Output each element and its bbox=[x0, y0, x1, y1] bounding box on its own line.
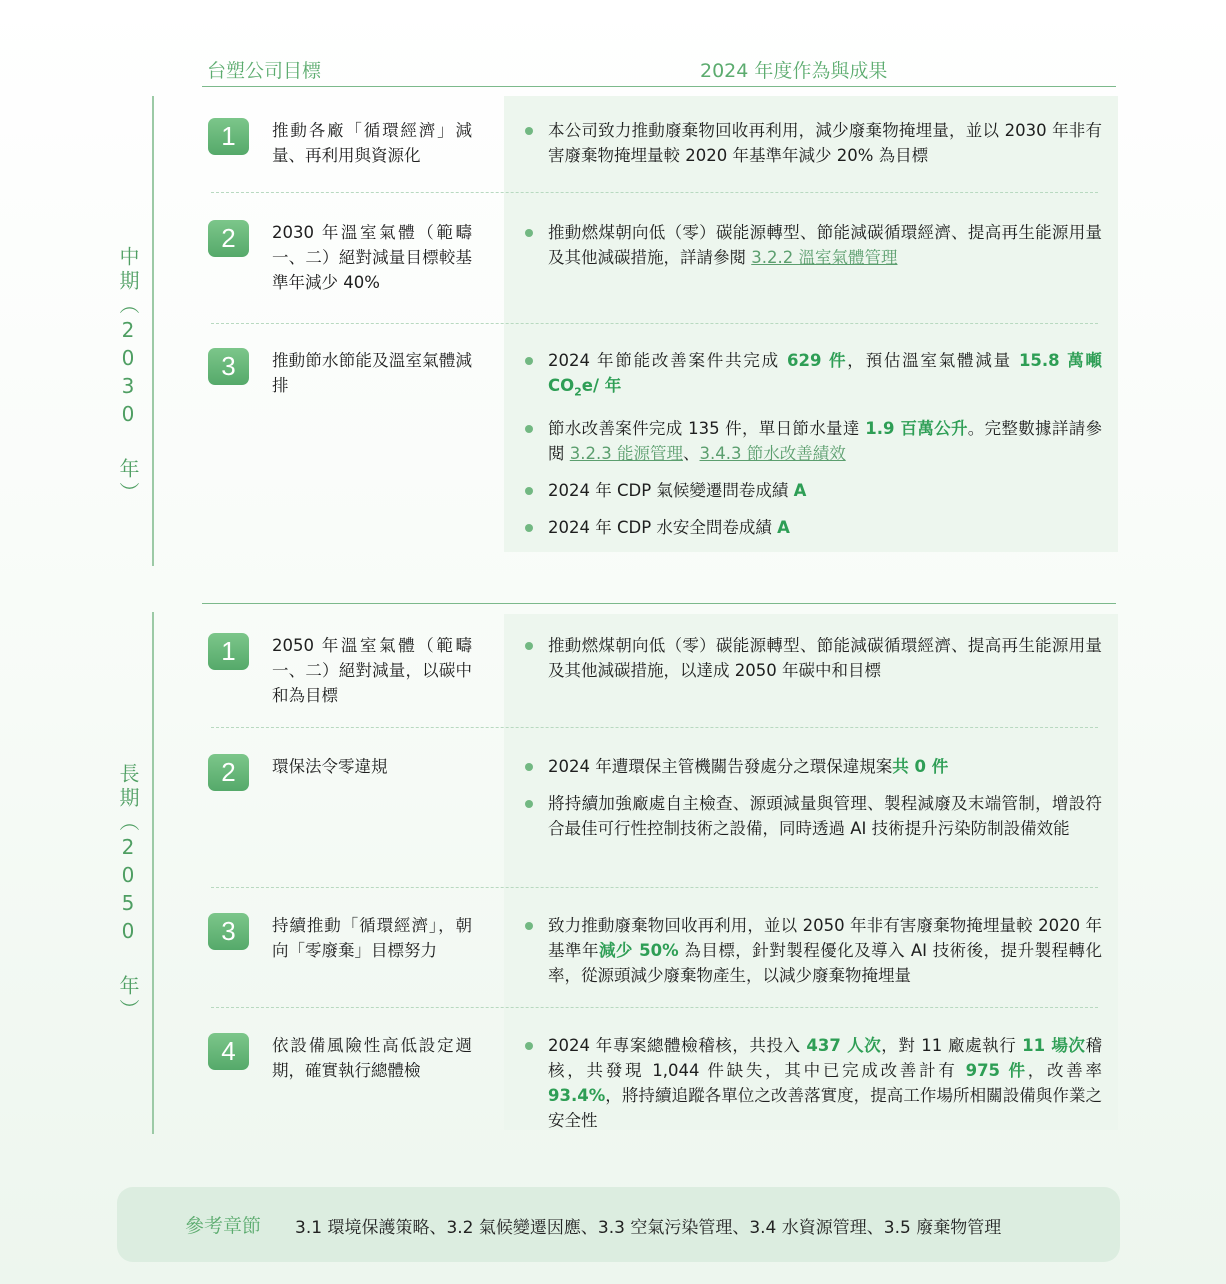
goal-text: 環保法令零違規 bbox=[272, 757, 388, 776]
link-3-2-3[interactable]: 3.2.3 能源管理 bbox=[569, 444, 683, 464]
right-column-header: 2024 年度作為與成果 bbox=[700, 60, 888, 82]
long-term-label: 長期（2050 年） bbox=[116, 763, 140, 1023]
goal-text: 推動節水節能及溫室氣體減排 bbox=[272, 351, 472, 395]
mid-term-bar bbox=[152, 96, 154, 566]
row-divider bbox=[211, 192, 1098, 193]
goal-number-badge: 3 bbox=[208, 348, 249, 385]
row-divider bbox=[211, 323, 1098, 324]
goal-number-badge: 1 bbox=[208, 633, 249, 670]
result-item: 本公司致力推動廢棄物回收再利用，減少廢棄物掩埋量，並以 2030 年非有害廢棄物掩埋量較 2020 年基準年減少 20% 為目標 bbox=[524, 118, 1102, 168]
result-item: 2024 年專案總體檢稽核，共投入 437 人次，對 11 廠處執行 11 場次稽核，共發現 1,044 件缺失，其中已完成改善計有 975 件，改善率 93.4%，將持續追蹤各單位之改善落實度，提高工作場所相關設備與作業之安全性 bbox=[524, 1033, 1102, 1133]
link-3-4-3[interactable]: 3.4.3 節水改善績效 bbox=[699, 444, 846, 464]
results-list bbox=[524, 1033, 1102, 1145]
goal-number-badge: 2 bbox=[208, 220, 249, 257]
result-item: 推動燃煤朝向低（零）碳能源轉型、節能減碳循環經濟、提高再生能源用量及其他減碳措施，詳請參閱 3.2.2 溫室氣體管理 bbox=[524, 220, 1102, 270]
goal-number-badge: 4 bbox=[208, 1033, 249, 1070]
goal-text: 依設備風險性高低設定週期，確實執行總體檢 bbox=[272, 1036, 472, 1080]
row-divider bbox=[211, 727, 1098, 728]
goal-text: 2030 年溫室氣體（範疇一、二）絕對減量目標較基準年減少 40% bbox=[272, 223, 472, 292]
result-item: 推動燃煤朝向低（零）碳能源轉型、節能減碳循環經濟、提高再生能源用量及其他減碳措施，以達成 2050 年碳中和目標 bbox=[524, 633, 1102, 683]
goal-number-badge: 2 bbox=[208, 754, 249, 791]
header-divider bbox=[202, 86, 1116, 87]
goal-text: 2050 年溫室氣體（範疇一、二）絕對減量，以碳中和為目標 bbox=[272, 636, 472, 705]
results-list bbox=[524, 754, 1102, 853]
reference-chapters: 3.1 環境保護策略、3.2 氣候變遷因應、3.3 空氣污染管理、3.4 水資源管理、3.5 廢棄物管理 bbox=[295, 1218, 1002, 1238]
reference-box bbox=[117, 1187, 1120, 1262]
mid-term-label: 中期（2030 年） bbox=[116, 246, 140, 506]
results-list bbox=[524, 633, 1102, 695]
goal-number-badge: 1 bbox=[208, 118, 249, 155]
result-item: 2024 年 CDP 水安全問卷成績 A bbox=[524, 515, 1102, 540]
result-item: 2024 年節能改善案件共完成 629 件，預估溫室氣體減量 15.8 萬噸 $CO_2e/$ 年 bbox=[524, 348, 1102, 404]
result-item: 將持續加強廠處自主檢查、源頭減量與管理、製程減廢及末端管制，增設符合最佳可行性控制技術之設備，同時透過 AI 技術提升污染防制設備效能 bbox=[524, 791, 1102, 841]
row-divider bbox=[211, 1007, 1098, 1008]
long-term-bar bbox=[152, 612, 154, 1134]
section-divider bbox=[202, 603, 1116, 604]
result-item: 2024 年遭環保主管機關告發處分之環保違規案共 0 件 bbox=[524, 754, 1102, 779]
row-divider bbox=[211, 887, 1098, 888]
results-list bbox=[524, 118, 1102, 180]
link-3-2-2[interactable]: 3.2.2 溫室氣體管理 bbox=[751, 248, 898, 267]
results-list bbox=[524, 220, 1102, 282]
goal-text: 持續推動「循環經濟」，朝向「零廢棄」目標努力 bbox=[272, 916, 472, 960]
results-list bbox=[524, 348, 1102, 552]
result-item: 2024 年 CDP 氣候變遷問卷成績 A bbox=[524, 478, 1102, 503]
result-item: 節水改善案件完成 135 件，單日節水量達 1.9 百萬公升。完整數據詳請參閱 3.2.3 能源管理、3.4.3 節水改善績效 bbox=[524, 416, 1102, 466]
goal-text: 推動各廠「循環經濟」減量、再利用與資源化 bbox=[272, 121, 472, 165]
left-column-header: 台塑公司目標 bbox=[207, 60, 322, 82]
results-list bbox=[524, 913, 1102, 1000]
goal-number-badge: 3 bbox=[208, 913, 249, 950]
result-item: 致力推動廢棄物回收再利用，並以 2050 年非有害廢棄物掩埋量較 2020 年基準年減少 50% 為目標，針對製程優化及導入 AI 技術後，提升製程轉化率，從源頭減少廢棄物產生，以減少廢棄物掩埋量 bbox=[524, 913, 1102, 988]
reference-title: 參考章節 bbox=[185, 1215, 262, 1237]
